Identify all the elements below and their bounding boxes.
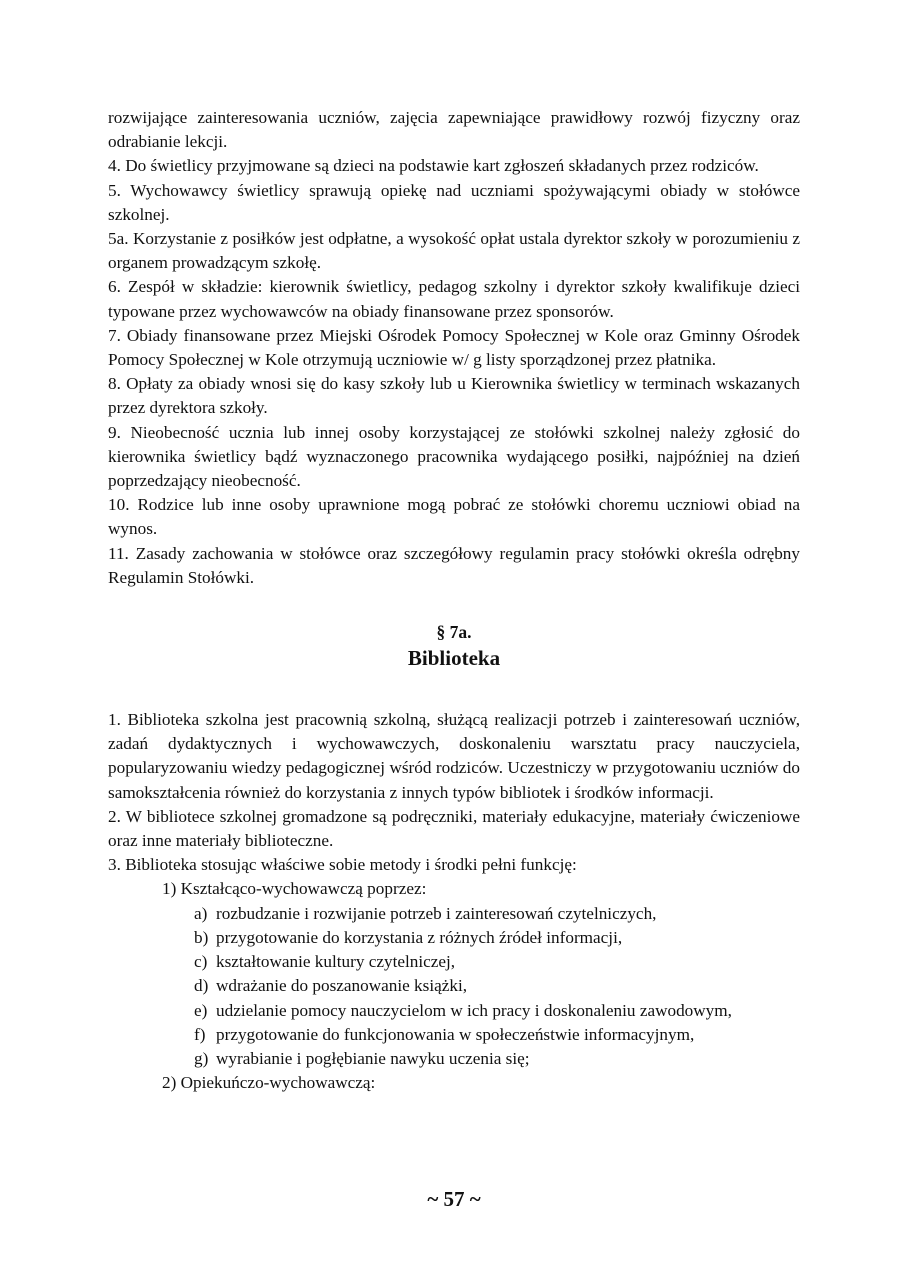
library-paragraph-3: 3. Biblioteka stosując właściwe sobie metody i środki pełni funkcję:	[108, 855, 577, 875]
list-item-2: 2) Opiekuńczo-wychowawczą:	[162, 1073, 376, 1093]
paragraph-6: 6. Zespół w składzie: kierownik świetlicy, pedagog szkolny i dyrektor szkoły kwalifikuje dzieci typowane przez wychowawców na obiady finansowane przez sponsorów.	[108, 277, 800, 321]
list-item-text: wyrabianie i pogłębianie nawyku uczenia się;	[216, 1048, 530, 1068]
sub-list-item-a	[194, 902, 800, 926]
list-item-text: rozbudzanie i rozwijanie potrzeb i zainteresowań czytelniczych,	[216, 903, 657, 923]
list-item-text: udzielanie pomocy nauczycielom w ich pracy i doskonaleniu zawodowym,	[216, 1000, 732, 1020]
list-marker: a)	[194, 903, 208, 923]
list-item-text: przygotowanie do korzystania z różnych źródeł informacji,	[216, 927, 623, 947]
paragraph-continuation: rozwijające zainteresowania uczniów, zajęcia zapewniające prawidłowy rozwój fizyczny oraz odrabianie lekcji.	[108, 108, 800, 152]
list-item-text: wdrażanie do poszanowanie książki,	[216, 976, 468, 996]
list-marker: c)	[194, 952, 208, 972]
list-marker: d)	[194, 976, 209, 996]
list-marker: e)	[194, 1000, 208, 1020]
sub-list-item-g	[194, 1047, 800, 1071]
sub-list-item-b	[194, 926, 800, 950]
paragraph-7: 7. Obiady finansowane przez Miejski Ośrodek Pomocy Społecznej w Kole oraz Gminny Ośrodek Pomocy Społecznej w Kole otrzymują uczniowie w/ g listy sporządzonej przez płatnika.	[108, 325, 800, 370]
paragraph-5a: 5a. Korzystanie z posiłków jest odpłatne, a wysokość opłat ustala dyrektor szkoły w porozumieniu z organem prowadzącym szkołę.	[108, 229, 800, 273]
paragraph-9: 9. Nieobecność ucznia lub innej osoby korzystającej ze stołówki szkolnej należy zgłosić do kierownika świetlicy bądź wyznaczonego pracownika wydającego posiłki, najpóźniej na dzień poprzedzający nieobecność.	[108, 422, 800, 491]
paragraph-11: 11. Zasady zachowania w stołówce oraz szczegółowy regulamin pracy stołówki określa odrębny Regulamin Stołówki.	[108, 543, 800, 587]
sub-list	[108, 902, 800, 1071]
section-title: Biblioteka	[407, 646, 501, 671]
paragraph-5: 5. Wychowawcy świetlicy sprawują opiekę nad uczniami spożywającymi obiady w stołówce szkolnej.	[108, 180, 800, 224]
paragraph-4: 4. Do świetlicy przyjmowane są dzieci na podstawie kart zgłoszeń składanych przez rodziców.	[108, 156, 759, 176]
list-item-text: przygotowanie do funkcjonowania w społeczeństwie informacyjnym,	[216, 1024, 695, 1044]
section-number: § 7a.	[436, 622, 472, 643]
list-marker: g)	[194, 1048, 209, 1068]
list-item-text: kształtowanie kultury czytelniczej,	[216, 952, 456, 972]
library-paragraph-1: 1. Biblioteka szkolna jest pracownią szkolną, służącą realizacji potrzeb i zainteresowań uczniów, zadań dydaktycznych i wychowawczych, doskonaleniu warsztatu pracy nauczyciela, popularyzowaniu wiedzy pedagogicznej wśród rodziców. Uczestniczy w przygotowaniu uczniów do samokształcenia również do korzystania z innych typów bibliotek i środków informacji.	[108, 710, 800, 802]
list-marker: f)	[194, 1024, 206, 1044]
list-marker: b)	[194, 927, 209, 947]
sub-list-item-c	[194, 950, 800, 974]
sub-list-item-f	[194, 1023, 800, 1047]
paragraph-8: 8. Opłaty za obiady wnosi się do kasy szkoły lub u Kierownika świetlicy w terminach wskazanych przez dyrektora szkoły.	[108, 374, 800, 418]
document-page	[108, 106, 800, 1095]
paragraph-10: 10. Rodzice lub inne osoby uprawnione mogą pobrać ze stołówki choremu uczniowi obiad na wynos.	[108, 495, 800, 539]
library-paragraph-2: 2. W bibliotece szkolnej gromadzone są podręczniki, materiały edukacyjne, materiały ćwiczeniowe oraz inne materiały biblioteczne.	[108, 806, 800, 851]
sub-list-item-d	[194, 974, 800, 998]
page-number: ~ 57 ~	[427, 1187, 481, 1211]
list-item-1: 1) Kształcąco-wychowawczą poprzez:	[162, 879, 427, 899]
sub-list-item-e	[194, 999, 800, 1023]
